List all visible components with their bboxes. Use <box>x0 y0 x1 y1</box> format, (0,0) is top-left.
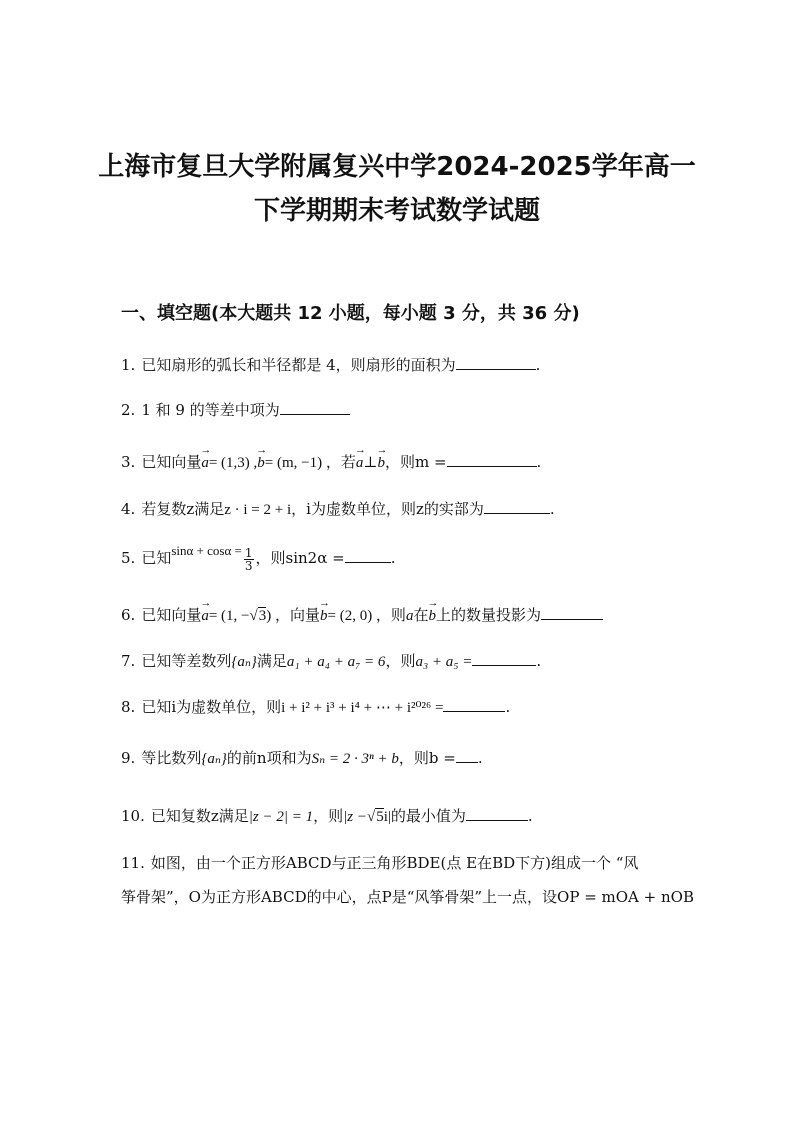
question-8: 8. 已知i为虚数单位，则i + i² + i³ + i⁴ + ⋯ + i²⁰²⁶ = . <box>121 698 511 716</box>
answer-blank <box>280 400 350 415</box>
answer-blank <box>447 452 537 467</box>
question-11-line-2: 筝骨架”，O为正方形ABCD的中心，点P是“风筝骨架”上一点，设OP = mOA + nOB <box>121 888 694 906</box>
question-11-line-1: 11. 如图，由一个正方形ABCD与正三角形BDE(点 E在BD下方)组成一个 “风 <box>121 854 639 872</box>
answer-blank <box>443 697 505 712</box>
question-3: 3. 已知向量→ a= (1,3) ,→ b= (m, −1) ，若→ a⊥→ b，则m = . <box>121 451 541 472</box>
fraction: $\frac{1}{3}$ <box>244 545 253 573</box>
document-title-line-2: 下学期期末考试数学试题 <box>253 196 540 226</box>
section-heading: 一、填空题(本大题共 12 小题，每小题 3 分，共 36 分) <box>121 303 580 324</box>
question-6: 6. 已知向量→ a= (1, −√3) ，向量→ b= (2, 0) ，则a在→ b上的数量投影为 <box>121 604 603 625</box>
answer-blank <box>484 499 550 514</box>
answer-blank <box>345 548 391 563</box>
question-5: 5. 已知sinα + cosα = $\frac{1}{3}$ ，则sin2α = . <box>121 543 396 573</box>
answer-blank <box>472 651 536 666</box>
question-1: 1. 已知扇形的弧长和半径都是 4，则扇形的面积为 . <box>121 356 541 374</box>
answer-blank <box>456 748 478 763</box>
question-9: 9. 等比数列{aₙ}的前n项和为Sₙ = 2 · 3ⁿ + b，则b = . <box>121 749 483 767</box>
answer-blank <box>466 806 528 821</box>
answer-blank <box>541 605 603 620</box>
question-7: 7. 已知等差数列{aₙ}满足a₁ + a₄ + a₇ = 6，则a₃ + a₅ = . <box>121 652 542 670</box>
answer-blank <box>456 355 536 370</box>
document-title-line-1: 上海市复旦大学附属复兴中学2024-2025学年高一 <box>98 152 696 182</box>
question-2: 2. 1 和 9 的等差中项为 <box>121 399 350 420</box>
question-4: 4. 若复数z满足z · i = 2 + i，i为虚数单位，则z的实部为 . <box>121 500 555 518</box>
question-10: 10. 已知复数z满足|z − 2| = 1，则|z −√5i|的最小值为 . <box>121 807 533 825</box>
